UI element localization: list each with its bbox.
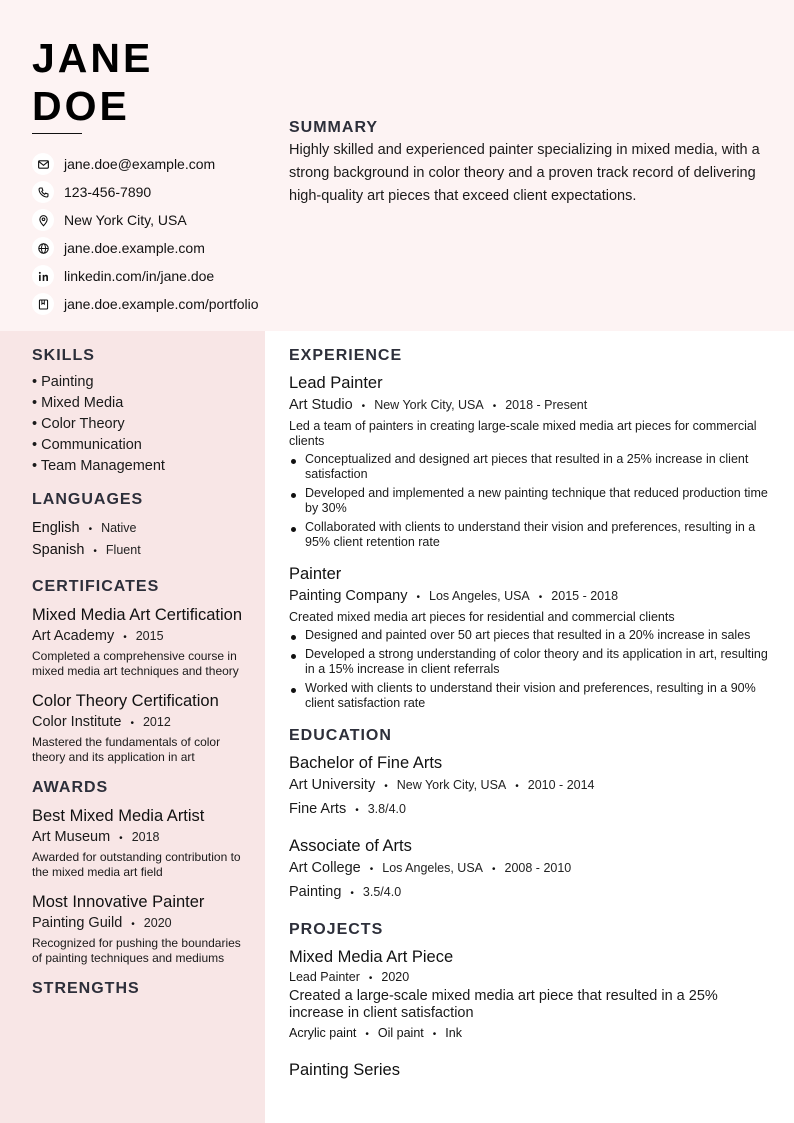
- certificates-section: [32, 578, 247, 765]
- job-location: Los Angeles, USA: [429, 589, 530, 603]
- degree-title: Bachelor of Fine Arts: [289, 754, 443, 772]
- portfolio-icon: [32, 293, 54, 315]
- mail-icon: [32, 153, 54, 175]
- language-item: [32, 540, 247, 562]
- contact-phone[interactable]: [32, 178, 292, 206]
- certificate-org: Color Institute: [32, 714, 122, 730]
- job-location: New York City, USA: [374, 398, 484, 412]
- contact-location: [32, 206, 292, 234]
- name-underline: [32, 133, 82, 134]
- candidate-name: [32, 34, 153, 130]
- school-location: New York City, USA: [396, 778, 507, 792]
- separator-dot: •: [538, 592, 543, 603]
- skill-item: • Communication: [32, 437, 142, 453]
- award-year: 2018: [131, 830, 160, 844]
- experience-title: EXPERIENCE: [289, 347, 403, 364]
- separator-dot: •: [88, 524, 93, 535]
- job-bullets: [289, 628, 769, 711]
- globe-icon: [32, 237, 54, 259]
- award-desc: Awarded for outstanding contribution to the mixed media art field: [32, 850, 241, 879]
- experience-section: [289, 347, 769, 711]
- education-field-row: [289, 798, 769, 822]
- job-company: Painting Company: [289, 588, 408, 604]
- job-meta: [289, 585, 769, 609]
- job-title: Painter: [289, 565, 342, 583]
- education-item: [289, 836, 769, 905]
- language-item: [32, 518, 247, 540]
- job-desc: Led a team of painters in creating large-scale mixed media art pieces for commercial clients: [289, 419, 757, 448]
- award-desc: Recognized for pushing the boundaries of painting techniques and mediums: [32, 936, 241, 965]
- project-item: [289, 1060, 769, 1080]
- award-org: Art Museum: [32, 829, 111, 845]
- certificate-year: 2012: [142, 715, 171, 729]
- separator-dot: •: [350, 888, 354, 899]
- separator-dot: •: [355, 805, 359, 816]
- project-tag: Ink: [445, 1026, 462, 1040]
- language-name: Spanish: [32, 542, 85, 558]
- separator-dot: •: [416, 592, 421, 603]
- language-level: Fluent: [105, 543, 141, 557]
- language-name: English: [32, 520, 80, 536]
- contact-list: [32, 150, 292, 318]
- awards-section: [32, 779, 247, 966]
- job-company: Art Studio: [289, 397, 353, 413]
- degree-title: Associate of Arts: [289, 837, 412, 855]
- bullet-item: Developed a strong understanding of color theory and its application in art, resulting in a 15% increase in client referrals: [289, 647, 769, 677]
- skill-item: • Team Management: [32, 458, 165, 474]
- summary-title: SUMMARY: [289, 119, 379, 136]
- left-column: [32, 347, 247, 1005]
- contact-linkedin[interactable]: [32, 262, 292, 290]
- award-item: [32, 892, 247, 966]
- project-item: [289, 947, 769, 1046]
- awards-title: AWARDS: [32, 779, 109, 796]
- contact-portfolio[interactable]: [32, 290, 292, 318]
- bullet-item: Collaborated with clients to understand their vision and preferences, resulting in a 95% client retention rate: [289, 520, 769, 550]
- job-dates: 2018 - Present: [505, 398, 588, 412]
- skills-title: SKILLS: [32, 347, 95, 364]
- skill-item: • Color Theory: [32, 416, 125, 432]
- project-tags: [289, 1022, 769, 1046]
- separator-dot: •: [131, 919, 135, 930]
- separator-dot: •: [93, 546, 97, 557]
- project-year: 2020: [381, 970, 410, 984]
- languages-section: [32, 491, 247, 562]
- skill-item: • Painting: [32, 374, 94, 390]
- gpa: 3.8/4.0: [367, 802, 406, 816]
- award-item: [32, 806, 247, 880]
- project-title: Mixed Media Art Piece: [289, 948, 454, 966]
- bullet-item: Designed and painted over 50 art pieces that resulted in a 20% increase in sales: [289, 628, 769, 643]
- separator-dot: •: [130, 718, 134, 729]
- skill-item: • Mixed Media: [32, 395, 124, 411]
- certificate-item: [32, 691, 247, 765]
- certificate-year: 2015: [135, 629, 164, 643]
- contact-linkedin-text: linkedin.com/in/jane.doe: [64, 268, 215, 284]
- projects-section: [289, 921, 769, 1080]
- project-title: Painting Series: [289, 1061, 400, 1079]
- education-field-row: [289, 881, 769, 905]
- strengths-section: [32, 980, 247, 998]
- award-title: Most Innovative Painter: [32, 893, 205, 911]
- separator-dot: •: [492, 864, 496, 875]
- award-year: 2020: [143, 916, 172, 930]
- contact-phone-text: 123-456-7890: [64, 184, 152, 200]
- last-name: DOE: [32, 83, 130, 129]
- project-tag: Oil paint: [377, 1026, 424, 1040]
- certificate-meta: [32, 625, 247, 649]
- school-location: Los Angeles, USA: [382, 861, 484, 875]
- job-desc: Created mixed media art pieces for residential and commercial clients: [289, 610, 675, 624]
- first-name: JANE: [32, 35, 154, 81]
- contact-location-text: New York City, USA: [64, 212, 187, 228]
- school-name: Art College: [289, 860, 361, 876]
- certificate-title: Color Theory Certification: [32, 692, 219, 710]
- education-item: [289, 753, 769, 822]
- education-meta: [289, 857, 769, 881]
- certificate-item: [32, 605, 247, 679]
- bullet-item: Developed and implemented a new painting technique that reduced production time by 30%: [289, 486, 769, 516]
- certificate-title: Mixed Media Art Certification: [32, 606, 242, 624]
- gpa: 3.5/4.0: [362, 885, 402, 899]
- education-meta: [289, 774, 769, 798]
- separator-dot: •: [432, 1029, 437, 1040]
- award-meta: [32, 912, 247, 936]
- project-tag: Acrylic paint: [289, 1026, 357, 1040]
- project-role: Lead Painter: [289, 970, 360, 984]
- certificates-title: CERTIFICATES: [32, 578, 160, 595]
- bullet-item: Conceptualized and designed art pieces that resulted in a 25% increase in client satisfaction: [289, 452, 769, 482]
- job-bullets: [289, 452, 769, 550]
- certificate-desc: Mastered the fundamentals of color theory and its application in art: [32, 735, 221, 764]
- field-of-study: Painting: [289, 884, 342, 900]
- certificate-org: Art Academy: [32, 628, 115, 644]
- job-meta: [289, 394, 769, 418]
- separator-dot: •: [123, 632, 127, 643]
- award-meta: [32, 826, 247, 850]
- strengths-title: STRENGTHS: [32, 980, 140, 997]
- languages-title: LANGUAGES: [32, 491, 144, 508]
- certificate-desc: Completed a comprehensive course in mixed media art techniques and theory: [32, 649, 239, 678]
- location-icon: [32, 209, 54, 231]
- education-dates: 2010 - 2014: [527, 778, 595, 792]
- contact-email-text: jane.doe@example.com: [64, 156, 216, 172]
- skills-section: [32, 347, 247, 477]
- separator-dot: •: [515, 781, 519, 792]
- field-of-study: Fine Arts: [289, 801, 347, 817]
- linkedin-icon: [32, 265, 54, 287]
- contact-email[interactable]: [32, 150, 292, 178]
- contact-website[interactable]: [32, 234, 292, 262]
- experience-item: [289, 373, 769, 550]
- separator-dot: •: [369, 864, 374, 875]
- phone-icon: [32, 181, 54, 203]
- education-dates: 2008 - 2010: [504, 861, 572, 875]
- contact-portfolio-text: jane.doe.example.com/portfolio: [64, 296, 259, 312]
- separator-dot: •: [119, 833, 123, 844]
- summary-text: Highly skilled and experienced painter specializing in mixed media, with a strong background in color theory and a proven track record of delivering high-quality art pieces that exceed client expectations.: [289, 142, 760, 204]
- right-column: [289, 347, 769, 1081]
- education-title: EDUCATION: [289, 727, 392, 744]
- experience-item: [289, 564, 769, 711]
- summary-section: [289, 119, 774, 208]
- separator-dot: •: [361, 401, 366, 412]
- language-level: Native: [101, 521, 137, 535]
- award-title: Best Mixed Media Artist: [32, 807, 205, 825]
- certificate-meta: [32, 711, 247, 735]
- separator-dot: •: [368, 973, 373, 984]
- separator-dot: •: [365, 1029, 369, 1040]
- job-title: Lead Painter: [289, 374, 383, 392]
- project-meta: [289, 968, 769, 988]
- separator-dot: •: [384, 781, 388, 792]
- school-name: Art University: [289, 777, 376, 793]
- project-desc: Created a large-scale mixed media art piece that resulted in a 25% increase in client satisfaction: [289, 988, 718, 1021]
- bullet-item: Worked with clients to understand their vision and preferences, resulting in a 90% client satisfaction rate: [289, 681, 769, 711]
- job-dates: 2015 - 2018: [551, 589, 619, 603]
- award-org: Painting Guild: [32, 915, 123, 931]
- education-section: [289, 727, 769, 905]
- projects-title: PROJECTS: [289, 921, 384, 938]
- contact-website-text: jane.doe.example.com: [64, 240, 205, 256]
- separator-dot: •: [492, 401, 497, 412]
